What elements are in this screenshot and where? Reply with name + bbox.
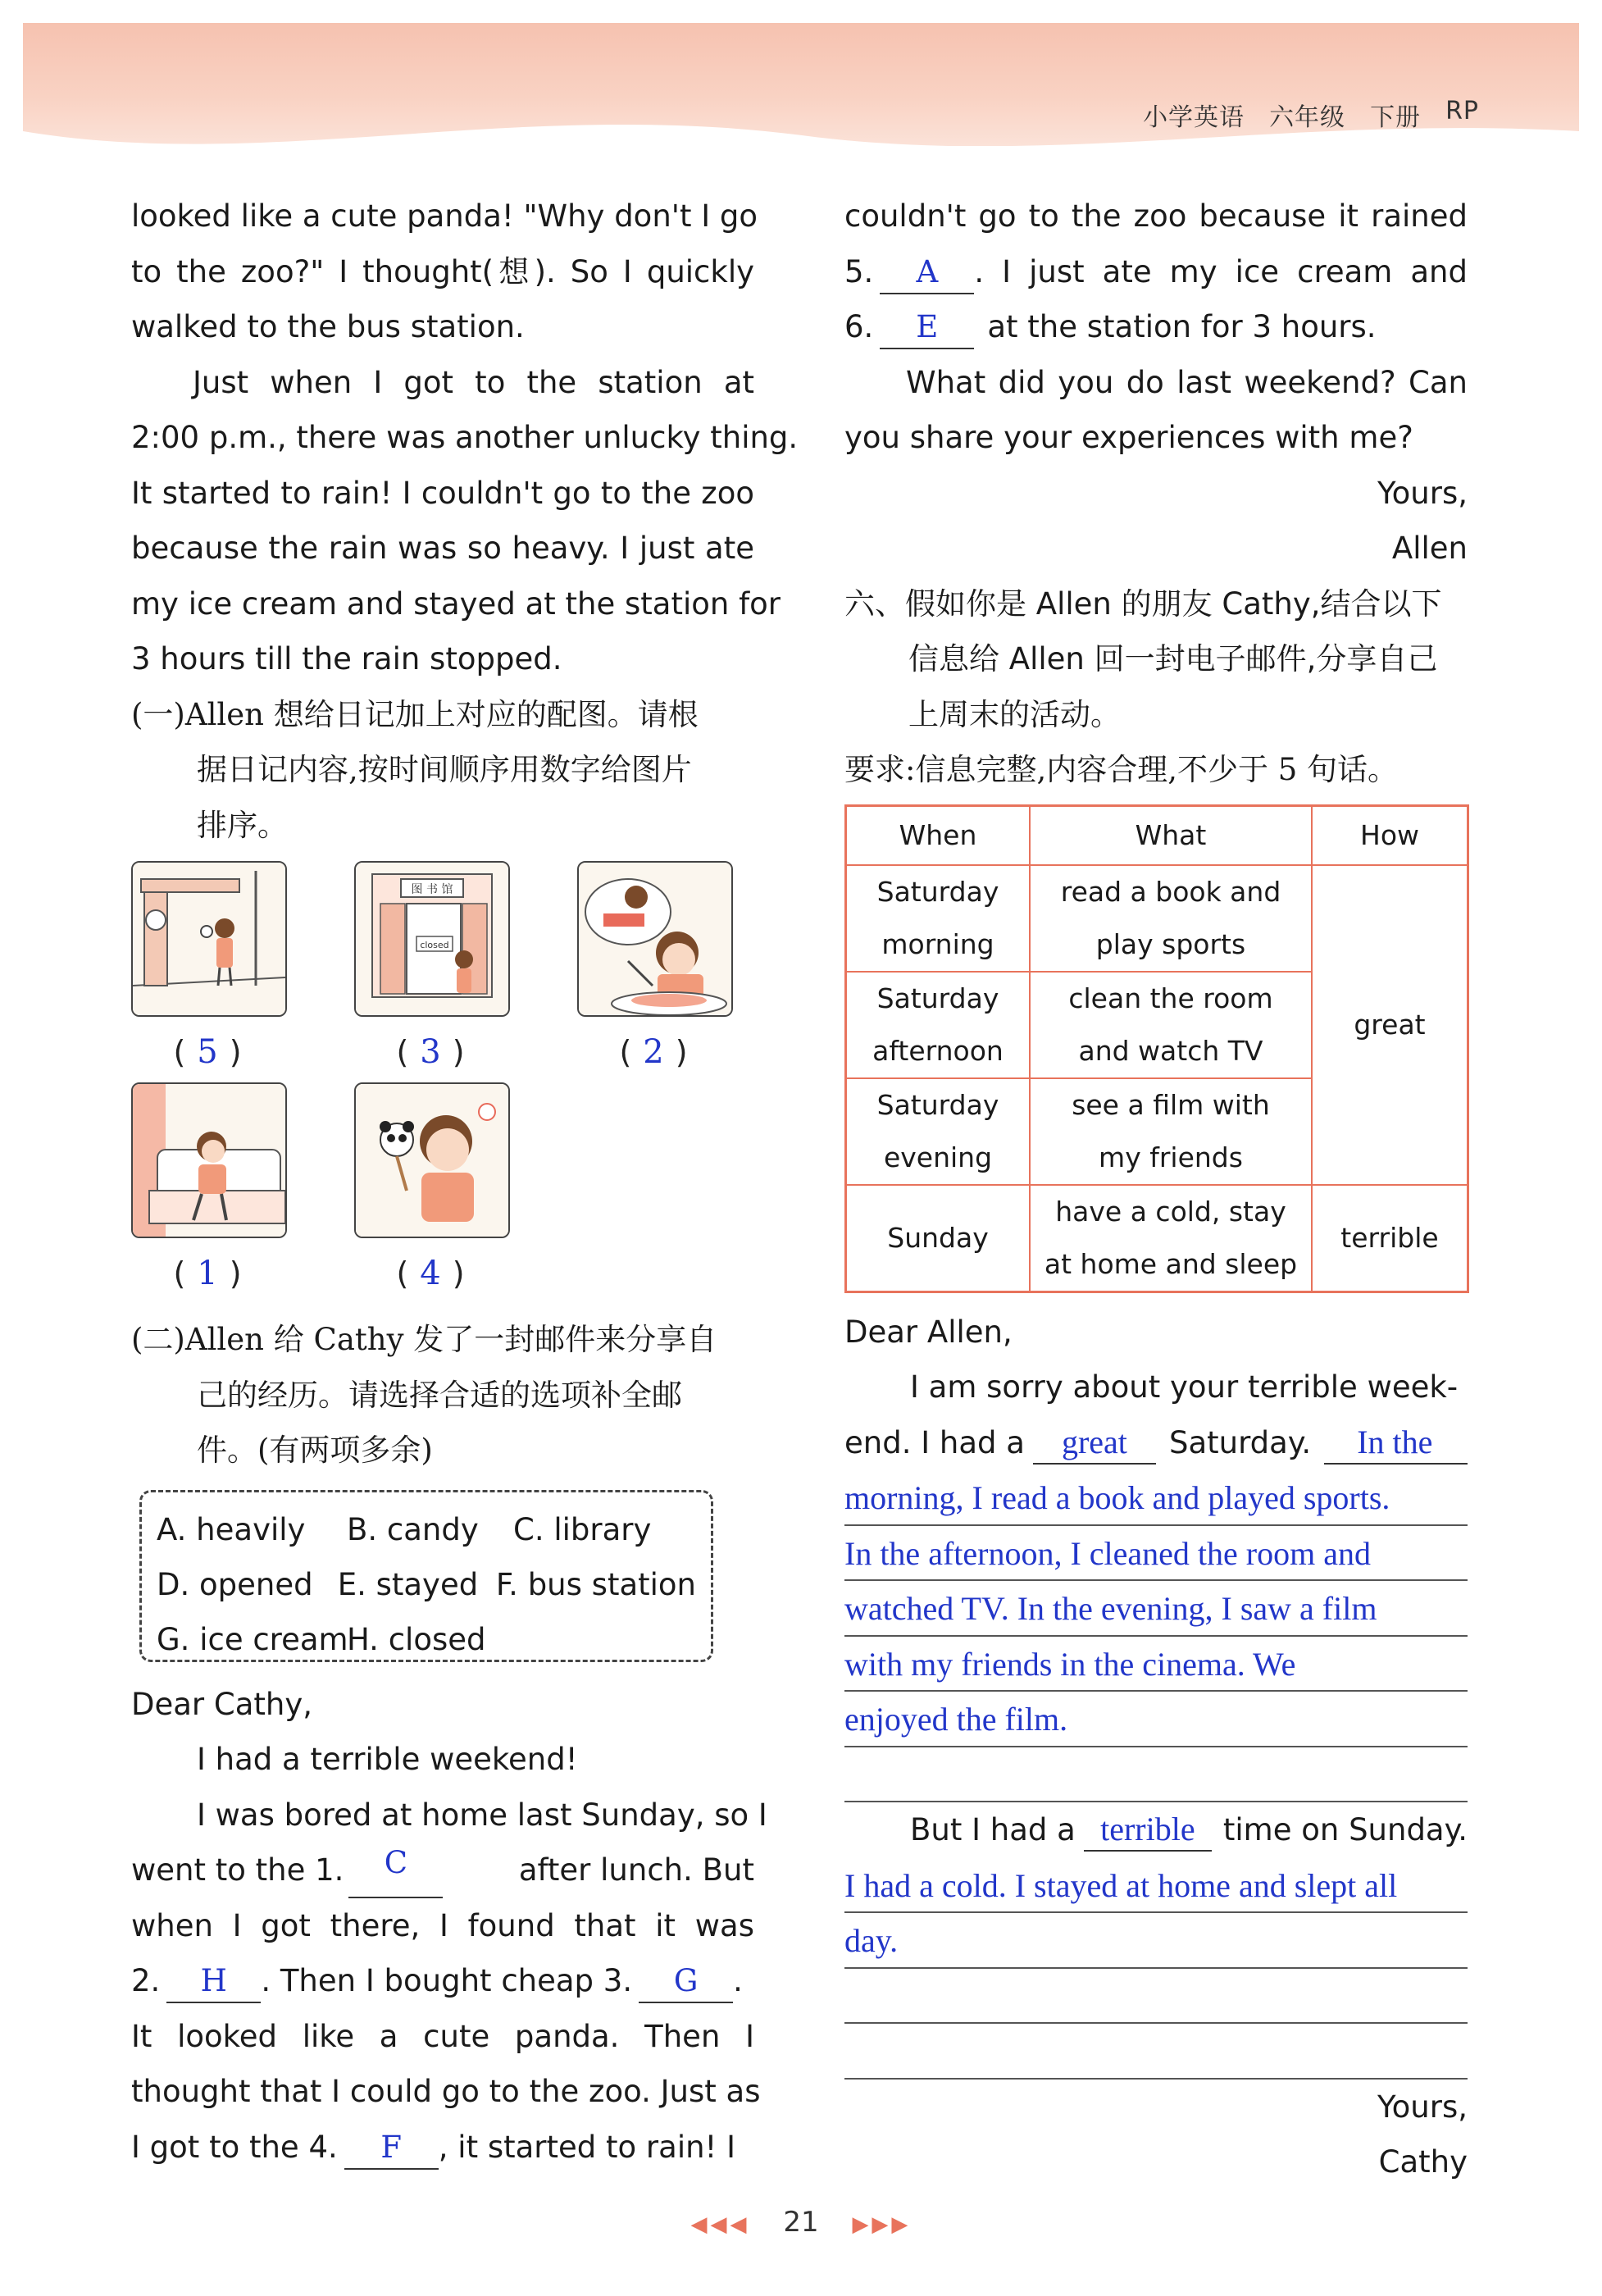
table-cell-what — [1030, 865, 1312, 972]
reply-signature: Cathy — [1378, 2144, 1468, 2180]
email-line: I had a terrible weekend! — [197, 1742, 578, 1777]
option-item: H. closed — [347, 1621, 486, 1657]
handwriting-line[interactable]: I had a cold. I stayed at home and slept all — [844, 1858, 1468, 1914]
handwriting-line[interactable]: with my friends in the cinema. We — [844, 1637, 1468, 1692]
header-subject: 小学英语 — [1143, 103, 1245, 132]
table-cell-how: great — [1312, 865, 1468, 1185]
cell-text: read a book and — [1060, 875, 1281, 908]
table-header: How — [1312, 805, 1468, 865]
header-edition: RP — [1445, 97, 1479, 125]
story-line: because the rain was so heavy. I just ate — [131, 531, 754, 566]
reply-line — [844, 1415, 1468, 1471]
email-text: 5. — [844, 253, 874, 289]
cell-text: see a film with — [1072, 1088, 1270, 1121]
table-cell-what — [1030, 1185, 1312, 1292]
option-item: G. ice cream — [157, 1621, 348, 1657]
table-cell-what — [1030, 972, 1312, 1078]
picture-answer: 2 — [643, 1033, 664, 1071]
reply-greeting: Dear Allen, — [844, 1314, 1013, 1350]
picture-number: ( 2 ) — [619, 1033, 688, 1071]
email-text: . I just ate my ice cream and — [974, 253, 1468, 289]
handwriting-line[interactable]: morning, I read a book and played sports. — [844, 1470, 1468, 1526]
email-text: I got to the 4. — [131, 2129, 338, 2165]
story-line: 3 hours till the rain stopped. — [131, 641, 562, 676]
left-column — [131, 189, 799, 2175]
header-meta — [1143, 97, 1479, 133]
reply-text: time on Sunday. — [1222, 1812, 1468, 1847]
option-item: F. bus station — [495, 1566, 696, 1602]
task2-line: 己的经历。请选择合适的选项补全邮 — [197, 1377, 682, 1413]
cell-text: Saturday — [876, 875, 999, 908]
options-row — [157, 1557, 696, 1612]
picture-number: ( 5 ) — [173, 1033, 242, 1071]
task1-line: 据日记内容,按时间顺序用数字给图片 — [197, 752, 692, 787]
table-cell-when — [846, 1185, 1031, 1292]
email-line: couldn't go to the zoo because it rained — [844, 198, 1468, 234]
story-line: 2:00 p.m., there was another unlucky thing. — [131, 420, 799, 455]
table-cell-how: terrible — [1312, 1185, 1468, 1292]
task6-line: 六、假如你是 Allen 的朋友 Cathy,结合以下 — [844, 585, 1442, 622]
email-text: 6. — [844, 309, 874, 344]
table-cell-when — [846, 972, 1031, 1078]
task1-line: 排序。 — [197, 807, 288, 843]
cell-text: and watch TV — [1078, 1034, 1263, 1067]
email-text: . — [733, 1963, 743, 1998]
handwriting-line[interactable]: In the afternoon, I cleaned the room and — [844, 1526, 1468, 1582]
table-cell-what — [1030, 1078, 1312, 1185]
empty-writing-line[interactable] — [844, 1747, 1468, 1803]
prev-arrows-icon: ◀◀◀ — [690, 2212, 750, 2237]
answer-blank-1[interactable]: C — [348, 1843, 443, 1898]
email-line: when I got there, I found that it was — [131, 1907, 754, 1943]
handwriting-line[interactable]: enjoyed the film. — [844, 1692, 1468, 1747]
handwriting-line[interactable]: In the — [1324, 1422, 1468, 1465]
picture-number: ( 3 ) — [396, 1033, 465, 1071]
email-line — [131, 1953, 754, 2009]
email-text: , it started to rain! I — [438, 2129, 736, 2165]
cell-text: clean the room — [1068, 982, 1273, 1014]
email-signoff: Yours, — [1377, 475, 1468, 511]
next-arrows-icon: ▶▶▶ — [852, 2212, 912, 2237]
table-cell-when — [846, 865, 1031, 972]
table-cell-when — [846, 1078, 1031, 1185]
table-row — [846, 865, 1468, 972]
picture-answer: 5 — [197, 1033, 218, 1071]
email-text: at the station for 3 hours. — [987, 309, 1377, 344]
option-item: E. stayed — [337, 1566, 479, 1602]
empty-writing-line[interactable] — [844, 1969, 1468, 2025]
email-text: . Then I bought cheap 3. — [261, 1963, 633, 1998]
story-line: walked to the bus station. — [131, 309, 525, 344]
task2-line: (二)Allen 给 Cathy 发了一封邮件来分享自 — [131, 1322, 717, 1357]
task6-line: 信息给 Allen 回一封电子邮件,分享自己 — [908, 641, 1438, 676]
picture-bored-sofa — [131, 1082, 287, 1238]
cell-text: Sunday — [887, 1221, 989, 1254]
answer-blank-5[interactable]: A — [880, 252, 974, 294]
info-table — [844, 804, 1469, 1293]
email-line: It looked like a cute panda. Then I — [131, 2018, 754, 2054]
cell-text: afternoon — [872, 1034, 1004, 1067]
cell-text: have a cold, stay — [1055, 1195, 1286, 1228]
reply-line — [844, 1802, 1468, 1858]
table-row — [846, 1185, 1468, 1292]
task6-line: 上周末的活动。 — [908, 696, 1121, 732]
option-item: A. heavily — [157, 1511, 306, 1547]
email-line — [131, 1843, 754, 1898]
options-box — [139, 1490, 713, 1662]
answer-blank-4[interactable]: F — [344, 2127, 439, 2170]
picture-answer: 4 — [420, 1255, 441, 1292]
requirement: 要求:信息完整,内容合理,不少于 5 句话。 — [844, 752, 1399, 787]
picture-panda-ice-cream — [354, 1082, 510, 1238]
picture-library-closed — [354, 861, 510, 1017]
handwriting-line[interactable]: watched TV. In the evening, I saw a film — [844, 1581, 1468, 1637]
email-line: I was bored at home last Sunday, so I — [197, 1797, 767, 1833]
cell-text: Saturday — [876, 1088, 999, 1121]
picture-number: ( 1 ) — [173, 1255, 242, 1292]
story-line: Just when I got to the station at — [193, 364, 754, 400]
cell-text: Saturday — [876, 982, 999, 1014]
answer-blank-3[interactable]: G — [639, 1961, 733, 2003]
reply-line: I am sorry about your terrible week- — [910, 1369, 1459, 1405]
picture-bus-station — [131, 861, 287, 1017]
picture-lunch — [577, 861, 733, 1017]
header-grade: 六年级 — [1269, 103, 1346, 132]
cell-text: play sports — [1095, 927, 1246, 960]
header-volume: 下册 — [1370, 103, 1422, 132]
email-line: you share your experiences with me? — [844, 420, 1413, 455]
email-line — [844, 244, 1468, 300]
picture-answer: 3 — [420, 1033, 441, 1071]
picture-number: ( 4 ) — [396, 1255, 465, 1292]
reply-signoff: Yours, — [1377, 2089, 1468, 2125]
option-item: D. opened — [157, 1566, 313, 1602]
page-footer — [0, 2206, 1602, 2239]
options-row — [157, 1612, 696, 1667]
cell-text: morning — [881, 927, 994, 960]
answer-blank-terrible[interactable]: terrible — [1084, 1809, 1212, 1852]
task1-line: (一)Allen 想给日记加上对应的配图。请根 — [131, 696, 699, 732]
email-line — [844, 299, 1468, 355]
answer-blank-6[interactable]: E — [880, 307, 974, 349]
task2-line: 件。(有两项多余) — [197, 1433, 433, 1468]
handwriting-line[interactable]: day. — [844, 1913, 1468, 1969]
library-sign: 图 书 馆 — [411, 883, 453, 896]
reply-text: end. I had a — [844, 1424, 1025, 1460]
answer-blank-great[interactable]: great — [1033, 1422, 1156, 1465]
picture-grid — [131, 853, 754, 1312]
picture-answer: 1 — [197, 1255, 218, 1292]
email-line: thought that I could go to the zoo. Just as — [131, 2074, 761, 2109]
page-number: 21 — [783, 2206, 819, 2239]
email-line — [131, 2120, 754, 2175]
options-row — [157, 1502, 696, 1557]
email-text: after lunch. But — [518, 1852, 754, 1888]
reply-text: Saturday. — [1168, 1424, 1312, 1460]
story-line: my ice cream and stayed at the station for — [131, 585, 781, 622]
answer-blank-2[interactable]: H — [166, 1961, 261, 2003]
cell-text: my friends — [1099, 1141, 1243, 1173]
email-text: 2. — [131, 1963, 161, 1998]
table-header-row — [846, 805, 1468, 865]
option-item: B. candy — [347, 1511, 479, 1547]
email-greeting: Dear Cathy, — [131, 1686, 313, 1722]
email-line: What did you do last weekend? Can — [906, 364, 1468, 400]
email-text: went to the 1. — [131, 1852, 344, 1888]
story-line: to the zoo?" I thought(想). So I quickly — [131, 253, 754, 289]
empty-writing-line[interactable] — [844, 2024, 1468, 2080]
option-item: C. library — [513, 1511, 652, 1547]
closed-sign: closed — [420, 940, 449, 950]
cell-text: at home and sleep — [1044, 1247, 1298, 1280]
table-header: When — [846, 805, 1031, 865]
cell-text: evening — [883, 1141, 993, 1173]
table-header: What — [1030, 805, 1312, 865]
story-line: looked like a cute panda! "Why don't I go — [131, 198, 758, 234]
right-column — [844, 189, 1468, 2190]
story-line: It started to rain! I couldn't go to the zoo — [131, 475, 754, 511]
email-signature: Allen — [1391, 531, 1468, 566]
reply-text: But I had a — [910, 1812, 1076, 1847]
